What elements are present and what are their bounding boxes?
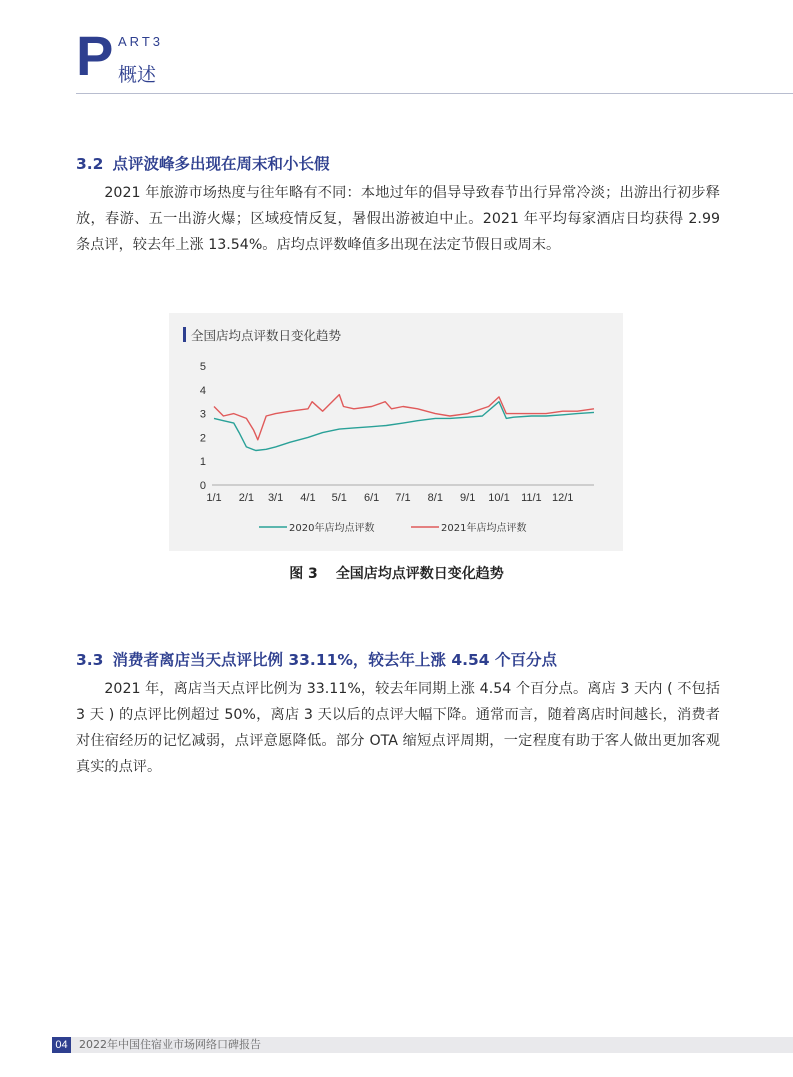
y-tick-label: 2 bbox=[199, 432, 206, 445]
series-line-1 bbox=[214, 402, 594, 451]
y-tick-label: 1 bbox=[199, 456, 206, 469]
x-tick-label: 7/1 bbox=[395, 492, 411, 504]
figure-caption bbox=[0, 563, 793, 583]
section-heading: 消费者离店当天点评比例 33.11%，较去年上涨 4.54 个百分点 bbox=[112, 651, 557, 669]
paragraph: 2021 年，离店当天点评比例为 33.11%，较去年同期上涨 4.54 个百分点。离店 3 天内 ( 不包括 3 天 ) 的点评比例超过 50%，离店 3 天以后的点评大幅下降。通常而言，随着离店时间越长，消费者对住宿经历的记忆减弱，点评意愿降低。部分 OTA 缩短点评周期，一定程度有助于客人做出更加客观真实的点评。 bbox=[76, 681, 720, 775]
section-3-2-title bbox=[76, 152, 329, 174]
paragraph: 2021 年旅游市场热度与往年略有不同：本地过年的倡导导致春节出行异常冷淡；出游出行初步释放，春游、五一出游火爆；区域疫情反复，暑假出游被迫中止。2021 年平均每家酒店日均获得 2.99 条点评，较去年上涨 13.54%。店均点评数峰值多出现在法定节假日或周末。 bbox=[76, 185, 720, 253]
header-divider bbox=[76, 93, 793, 94]
chart-title: 全国店均点评数日变化趋势 bbox=[191, 328, 342, 343]
x-tick-label: 6/1 bbox=[363, 492, 380, 504]
footer-report-title: 2022年中国住宿业市场网络口碑报告 bbox=[79, 1038, 261, 1051]
series-line-2 bbox=[214, 395, 594, 440]
x-tick-label: 3/1 bbox=[267, 492, 284, 504]
x-tick-label: 2/1 bbox=[238, 492, 255, 504]
x-tick-label: 9/1 bbox=[460, 492, 476, 504]
line-chart bbox=[169, 313, 623, 551]
page-number: 04 bbox=[52, 1037, 71, 1053]
figure-caption-text: 全国店均点评数日变化趋势 bbox=[335, 566, 504, 582]
y-tick-label: 4 bbox=[199, 384, 206, 397]
y-tick-label: 0 bbox=[199, 480, 206, 492]
header-subtitle: 概述 bbox=[118, 64, 157, 86]
x-tick-label: 4/1 bbox=[300, 492, 316, 504]
section-3-3-body bbox=[76, 676, 720, 780]
x-tick-label: 10/1 bbox=[488, 492, 510, 504]
x-tick-label: 1/1 bbox=[206, 492, 222, 504]
legend-label: 2021年店均点评数 bbox=[441, 523, 527, 534]
x-tick-label: 8/1 bbox=[427, 492, 443, 504]
chart-panel bbox=[169, 313, 623, 551]
header-part-label: ART3 bbox=[118, 34, 163, 49]
x-tick-label: 5/1 bbox=[331, 492, 347, 504]
x-tick-label: 11/1 bbox=[521, 492, 542, 504]
section-number: 3.2 bbox=[76, 155, 104, 173]
section-number: 3.3 bbox=[76, 651, 104, 669]
section-heading: 点评波峰多出现在周末和小长假 bbox=[112, 155, 330, 173]
figure-label: 图 3 bbox=[289, 566, 318, 582]
section-3-3-title bbox=[76, 648, 557, 670]
legend-label: 2020年店均点评数 bbox=[289, 523, 375, 534]
y-tick-label: 5 bbox=[199, 361, 206, 373]
header-letter: P bbox=[76, 24, 114, 87]
x-tick-label: 12/1 bbox=[551, 492, 574, 504]
y-tick-label: 3 bbox=[199, 408, 206, 421]
section-3-2-body bbox=[76, 180, 720, 258]
